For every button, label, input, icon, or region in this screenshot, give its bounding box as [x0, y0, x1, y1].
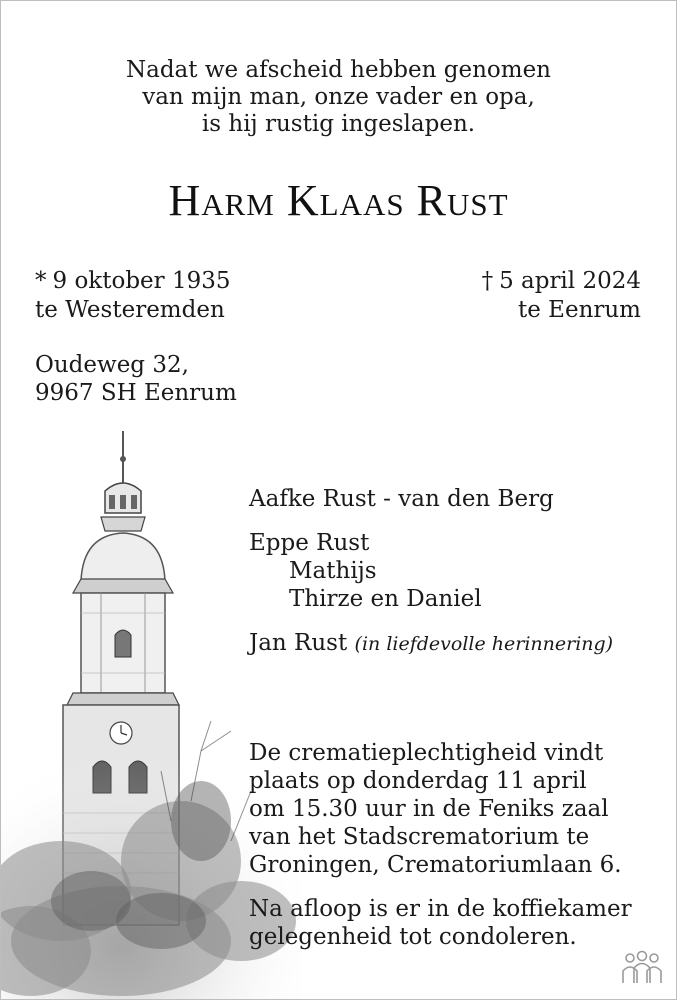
birth-info — [35, 267, 231, 325]
condolence-line: Na afloop is er in de koffiekamer — [249, 896, 632, 922]
family-child: Jan Rust — [249, 630, 348, 656]
death-info — [482, 267, 641, 325]
family-spouse: Aafke Rust - van den Berg — [249, 486, 554, 512]
birth-date: 9 oktober 1935 — [52, 268, 231, 294]
ceremony-line: om 15.30 uur in de Feniks zaal — [249, 796, 609, 822]
intro-line: Nadat we afscheid hebben genomen — [126, 57, 551, 83]
death-cross-icon: † — [481, 268, 494, 294]
intro-line: van mijn man, onze vader en opa, — [142, 84, 535, 110]
birth-place: te Westeremden — [35, 297, 225, 323]
intro-line: is hij rustig ingeslapen. — [201, 111, 476, 137]
death-date: 5 april 2024 — [499, 268, 641, 294]
family-grandchild: Thirze en Daniel — [289, 586, 482, 612]
people-icon — [618, 949, 666, 989]
ceremony-line: van het Stadscrematorium te — [249, 824, 590, 850]
family-grandchild: Mathijs — [289, 558, 377, 584]
ceremony-line: plaats op donderdag 11 april — [249, 768, 587, 794]
address-postal: 9967 SH Eenrum — [35, 380, 237, 406]
ceremony-line: De crematieplechtigheid vindt — [249, 740, 604, 766]
birth-star-icon: * — [35, 268, 47, 294]
home-address — [35, 351, 237, 407]
condolence-line: gelegenheid tot condoleren. — [249, 924, 577, 950]
ceremony-line: Groningen, Crematoriumlaan 6. — [249, 852, 622, 878]
family-list — [249, 485, 613, 658]
memorial-note: (in liefdevolle herinnering) — [354, 633, 614, 655]
deceased-name: Harm Klaas Rust — [168, 176, 509, 225]
ceremony-info — [249, 739, 632, 951]
death-place: te Eenrum — [518, 297, 641, 323]
intro-text — [1, 57, 676, 138]
address-street: Oudeweg 32, — [35, 352, 189, 378]
family-child: Eppe Rust — [249, 530, 370, 556]
